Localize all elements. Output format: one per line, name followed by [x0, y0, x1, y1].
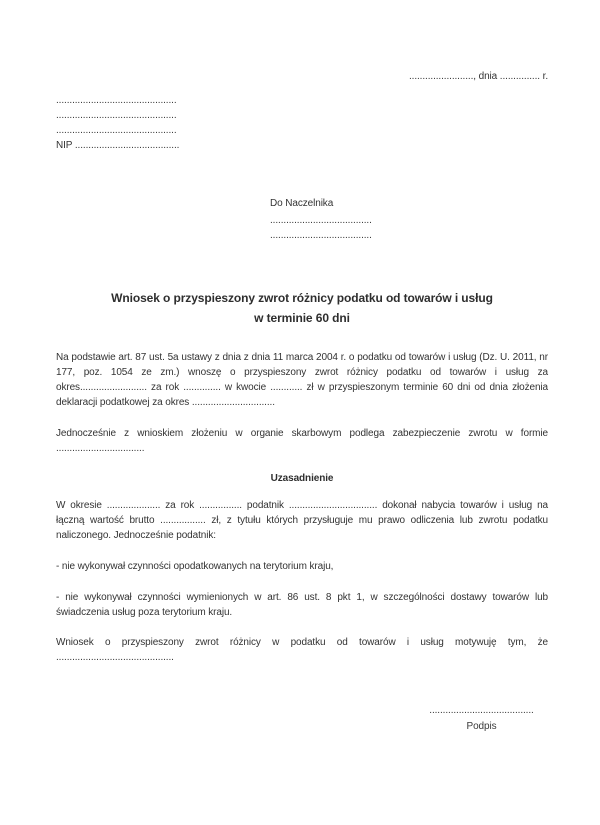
- sender-block: [56, 93, 548, 153]
- document-title: [56, 288, 548, 328]
- sender-fill-line: .............................................: [56, 95, 177, 106]
- signature-label: Podpis: [466, 721, 497, 732]
- recipient-fill-line: ......................................: [270, 230, 372, 241]
- recipient-fill-line: ......................................: [270, 215, 372, 226]
- paragraph-motivation: Wniosek o przyspieszony zwrot różnicy w podatku od towarów i usług motywuję tym, że ............................................: [56, 637, 548, 663]
- signature-block: [419, 703, 544, 734]
- title-line-1: Wniosek o przyspieszony zwrot różnicy podatku od towarów i usług: [111, 291, 493, 305]
- signature-fill-line: .......................................: [429, 705, 534, 716]
- recipient-heading: Do Naczelnika: [270, 198, 334, 209]
- sender-fill-line: .............................................: [56, 110, 177, 121]
- date-line: ........................, dnia ............... r.: [408, 71, 548, 82]
- sender-fill-line: .............................................: [56, 125, 177, 136]
- bullet-item-no-art86-activities: - nie wykonywał czynności wymienionych w art. 86 ust. 8 pkt 1, w szczególności dostawy towarów lub świadczenia usług poza terytorium kraju.: [56, 592, 548, 618]
- justification-heading: Uzasadnienie: [270, 473, 334, 484]
- paragraph-legal-basis: Na podstawie art. 87 ust. 5a ustawy z dnia z dnia 11 marca 2004 r. o podatku od towarów i usług (Dz. U. 2011, nr 177, poz. 1054 ze zm.) wnoszę o przyspieszony zwrot różnicy podatku od towarów i usług za okres......................... za rok .............. w kwocie ............ zł w przyspieszonym terminie 60 dni od dnia złożenia deklaracji podatkowej za okres ...............................: [56, 352, 548, 408]
- paragraph-purchase-details: W okresie .................... za rok ................ podatnik ................................. dokonał nabycia towarów i usług na łączną wartość brutto ................. zł, z tytułu których przysługuje mu prawo odliczenia lub zwrotu podatku naliczonego. Jednocześnie podatnik:: [56, 500, 548, 541]
- title-line-2: w terminie 60 dni: [254, 311, 350, 325]
- sender-nip-line: NIP .......................................: [56, 140, 180, 151]
- paragraph-security-form: Jednocześnie z wnioskiem złożeniu w organie skarbowym podlega zabezpieczenie zwrotu w formie .................................: [56, 428, 548, 454]
- bullet-item-no-taxable-activities: - nie wykonywał czynności opodatkowanych na terytorium kraju,: [56, 561, 334, 572]
- recipient-block: [270, 196, 548, 243]
